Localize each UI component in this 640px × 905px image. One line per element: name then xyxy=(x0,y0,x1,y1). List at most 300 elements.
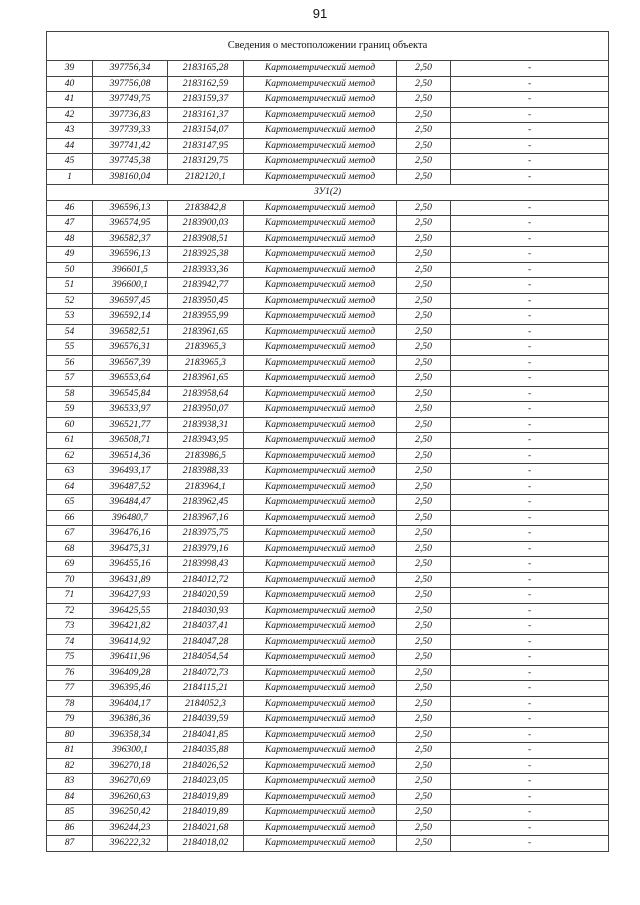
accuracy: 2,50 xyxy=(397,665,451,681)
boundary-coordinates-table xyxy=(46,31,609,852)
coord-y: 2183933,36 xyxy=(168,262,244,278)
coord-y: 2183965,3 xyxy=(168,340,244,356)
point-number: 78 xyxy=(47,696,93,712)
coord-x: 396270,18 xyxy=(93,758,168,774)
accuracy: 2,50 xyxy=(397,758,451,774)
method: Картометрический метод xyxy=(244,371,397,387)
table-row xyxy=(47,774,609,790)
table-row xyxy=(47,324,609,340)
note: - xyxy=(451,836,609,852)
method: Картометрический метод xyxy=(244,743,397,759)
note: - xyxy=(451,758,609,774)
point-number: 47 xyxy=(47,216,93,232)
coord-y: 2184115,21 xyxy=(168,681,244,697)
method: Картометрический метод xyxy=(244,417,397,433)
accuracy: 2,50 xyxy=(397,231,451,247)
note: - xyxy=(451,495,609,511)
note: - xyxy=(451,510,609,526)
note: - xyxy=(451,92,609,108)
method: Картометрический метод xyxy=(244,169,397,185)
coord-y: 2183967,16 xyxy=(168,510,244,526)
method: Картометрический метод xyxy=(244,464,397,480)
coord-y: 2183998,43 xyxy=(168,557,244,573)
accuracy: 2,50 xyxy=(397,309,451,325)
coord-y: 2183950,07 xyxy=(168,402,244,418)
coord-x: 396567,39 xyxy=(93,355,168,371)
coord-y: 2184052,3 xyxy=(168,696,244,712)
coord-x: 396476,16 xyxy=(93,526,168,542)
coord-x: 396533,97 xyxy=(93,402,168,418)
table-row xyxy=(47,681,609,697)
coord-x: 396493,17 xyxy=(93,464,168,480)
note: - xyxy=(451,61,609,77)
note: - xyxy=(451,433,609,449)
method: Картометрический метод xyxy=(244,402,397,418)
method: Картометрический метод xyxy=(244,340,397,356)
table-row xyxy=(47,820,609,836)
note: - xyxy=(451,262,609,278)
point-number: 80 xyxy=(47,727,93,743)
point-number: 48 xyxy=(47,231,93,247)
table-row xyxy=(47,262,609,278)
accuracy: 2,50 xyxy=(397,417,451,433)
section-label: ЗУ1(2) xyxy=(47,185,609,201)
coord-y: 2184054,54 xyxy=(168,650,244,666)
accuracy: 2,50 xyxy=(397,262,451,278)
table-row xyxy=(47,448,609,464)
coord-x: 396596,13 xyxy=(93,200,168,216)
coord-y: 2184018,02 xyxy=(168,836,244,852)
accuracy: 2,50 xyxy=(397,836,451,852)
accuracy: 2,50 xyxy=(397,371,451,387)
coord-y: 2184041,85 xyxy=(168,727,244,743)
coord-x: 396484,47 xyxy=(93,495,168,511)
note: - xyxy=(451,386,609,402)
coord-y: 2184019,89 xyxy=(168,789,244,805)
note: - xyxy=(451,805,609,821)
coord-y: 2183950,45 xyxy=(168,293,244,309)
coord-x: 396244,23 xyxy=(93,820,168,836)
coord-y: 2183958,64 xyxy=(168,386,244,402)
coord-y: 2184030,93 xyxy=(168,603,244,619)
table-row xyxy=(47,572,609,588)
coord-y: 2184035,88 xyxy=(168,743,244,759)
method: Картометрический метод xyxy=(244,107,397,123)
table-row xyxy=(47,696,609,712)
coord-y: 2183900,03 xyxy=(168,216,244,232)
accuracy: 2,50 xyxy=(397,324,451,340)
accuracy: 2,50 xyxy=(397,634,451,650)
point-number: 45 xyxy=(47,154,93,170)
coord-x: 396545,84 xyxy=(93,386,168,402)
coord-y: 2182120,1 xyxy=(168,169,244,185)
point-number: 81 xyxy=(47,743,93,759)
table-row xyxy=(47,123,609,139)
method: Картометрический метод xyxy=(244,123,397,139)
note: - xyxy=(451,541,609,557)
note: - xyxy=(451,588,609,604)
accuracy: 2,50 xyxy=(397,123,451,139)
note: - xyxy=(451,464,609,480)
coord-y: 2183147,95 xyxy=(168,138,244,154)
table-row xyxy=(47,712,609,728)
note: - xyxy=(451,154,609,170)
coord-y: 2183962,45 xyxy=(168,495,244,511)
accuracy: 2,50 xyxy=(397,743,451,759)
note: - xyxy=(451,169,609,185)
coord-x: 396600,1 xyxy=(93,278,168,294)
method: Картометрический метод xyxy=(244,309,397,325)
table-row xyxy=(47,789,609,805)
table-row xyxy=(47,619,609,635)
note: - xyxy=(451,309,609,325)
method: Картометрический метод xyxy=(244,479,397,495)
note: - xyxy=(451,324,609,340)
coord-x: 396409,28 xyxy=(93,665,168,681)
accuracy: 2,50 xyxy=(397,696,451,712)
method: Картометрический метод xyxy=(244,154,397,170)
accuracy: 2,50 xyxy=(397,340,451,356)
coord-x: 396427,93 xyxy=(93,588,168,604)
coord-x: 396487,52 xyxy=(93,479,168,495)
table-row xyxy=(47,417,609,433)
accuracy: 2,50 xyxy=(397,448,451,464)
point-number: 54 xyxy=(47,324,93,340)
point-number: 74 xyxy=(47,634,93,650)
note: - xyxy=(451,293,609,309)
method: Картометрический метод xyxy=(244,603,397,619)
note: - xyxy=(451,820,609,836)
note: - xyxy=(451,526,609,542)
table-row xyxy=(47,107,609,123)
coord-y: 2184023,05 xyxy=(168,774,244,790)
note: - xyxy=(451,774,609,790)
coord-y: 2184039,59 xyxy=(168,712,244,728)
method: Картометрический метод xyxy=(244,92,397,108)
point-number: 51 xyxy=(47,278,93,294)
coord-y: 2184072,73 xyxy=(168,665,244,681)
table-row xyxy=(47,278,609,294)
table-row xyxy=(47,603,609,619)
point-number: 69 xyxy=(47,557,93,573)
method: Картометрический метод xyxy=(244,231,397,247)
accuracy: 2,50 xyxy=(397,526,451,542)
point-number: 86 xyxy=(47,820,93,836)
table-row xyxy=(47,231,609,247)
note: - xyxy=(451,247,609,263)
coord-x: 396386,36 xyxy=(93,712,168,728)
coord-x: 397756,08 xyxy=(93,76,168,92)
note: - xyxy=(451,665,609,681)
method: Картометрический метод xyxy=(244,820,397,836)
method: Картометрический метод xyxy=(244,495,397,511)
coord-x: 396475,31 xyxy=(93,541,168,557)
note: - xyxy=(451,696,609,712)
table-row xyxy=(47,727,609,743)
note: - xyxy=(451,107,609,123)
point-number: 52 xyxy=(47,293,93,309)
point-number: 85 xyxy=(47,805,93,821)
coord-x: 396596,13 xyxy=(93,247,168,263)
accuracy: 2,50 xyxy=(397,61,451,77)
accuracy: 2,50 xyxy=(397,247,451,263)
accuracy: 2,50 xyxy=(397,820,451,836)
method: Картометрический метод xyxy=(244,355,397,371)
method: Картометрический метод xyxy=(244,433,397,449)
accuracy: 2,50 xyxy=(397,510,451,526)
point-number: 76 xyxy=(47,665,93,681)
coord-x: 397756,34 xyxy=(93,61,168,77)
note: - xyxy=(451,138,609,154)
coord-x: 396574,95 xyxy=(93,216,168,232)
method: Картометрический метод xyxy=(244,836,397,852)
coord-y: 2183908,51 xyxy=(168,231,244,247)
accuracy: 2,50 xyxy=(397,712,451,728)
coord-y: 2183938,31 xyxy=(168,417,244,433)
coord-y: 2183159,37 xyxy=(168,92,244,108)
coord-x: 396601,5 xyxy=(93,262,168,278)
note: - xyxy=(451,123,609,139)
method: Картометрический метод xyxy=(244,712,397,728)
table-row xyxy=(47,200,609,216)
coord-x: 397749,75 xyxy=(93,92,168,108)
point-number: 68 xyxy=(47,541,93,557)
method: Картометрический метод xyxy=(244,681,397,697)
coord-y: 2183975,75 xyxy=(168,526,244,542)
note: - xyxy=(451,743,609,759)
method: Картометрический метод xyxy=(244,278,397,294)
coord-x: 396425,55 xyxy=(93,603,168,619)
coord-x: 396592,14 xyxy=(93,309,168,325)
table-row xyxy=(47,665,609,681)
point-number: 61 xyxy=(47,433,93,449)
note: - xyxy=(451,572,609,588)
coord-y: 2183154,07 xyxy=(168,123,244,139)
point-number: 83 xyxy=(47,774,93,790)
point-number: 55 xyxy=(47,340,93,356)
point-number: 40 xyxy=(47,76,93,92)
coord-x: 397745,38 xyxy=(93,154,168,170)
note: - xyxy=(451,278,609,294)
accuracy: 2,50 xyxy=(397,681,451,697)
accuracy: 2,50 xyxy=(397,92,451,108)
accuracy: 2,50 xyxy=(397,386,451,402)
table-row xyxy=(47,61,609,77)
table-row xyxy=(47,309,609,325)
point-number: 44 xyxy=(47,138,93,154)
accuracy: 2,50 xyxy=(397,774,451,790)
coord-x: 396300,1 xyxy=(93,743,168,759)
accuracy: 2,50 xyxy=(397,619,451,635)
accuracy: 2,50 xyxy=(397,557,451,573)
coord-y: 2183979,16 xyxy=(168,541,244,557)
point-number: 62 xyxy=(47,448,93,464)
coord-y: 2184020,59 xyxy=(168,588,244,604)
coord-y: 2183162,59 xyxy=(168,76,244,92)
coord-y: 2183955,99 xyxy=(168,309,244,325)
accuracy: 2,50 xyxy=(397,541,451,557)
method: Картометрический метод xyxy=(244,247,397,263)
point-number: 87 xyxy=(47,836,93,852)
method: Картометрический метод xyxy=(244,665,397,681)
method: Картометрический метод xyxy=(244,805,397,821)
point-number: 46 xyxy=(47,200,93,216)
point-number: 71 xyxy=(47,588,93,604)
method: Картометрический метод xyxy=(244,557,397,573)
accuracy: 2,50 xyxy=(397,293,451,309)
table-row xyxy=(47,154,609,170)
method: Картометрический метод xyxy=(244,510,397,526)
coord-y: 2183129,75 xyxy=(168,154,244,170)
table-row xyxy=(47,169,609,185)
coord-x: 396395,46 xyxy=(93,681,168,697)
point-number: 79 xyxy=(47,712,93,728)
coord-x: 396480,7 xyxy=(93,510,168,526)
coord-y: 2183943,95 xyxy=(168,433,244,449)
accuracy: 2,50 xyxy=(397,603,451,619)
page-number: 91 xyxy=(312,6,328,21)
point-number: 72 xyxy=(47,603,93,619)
point-number: 57 xyxy=(47,371,93,387)
coord-x: 397741,42 xyxy=(93,138,168,154)
coord-y: 2183964,1 xyxy=(168,479,244,495)
coord-x: 396358,34 xyxy=(93,727,168,743)
table-row xyxy=(47,758,609,774)
accuracy: 2,50 xyxy=(397,650,451,666)
accuracy: 2,50 xyxy=(397,572,451,588)
table-row xyxy=(47,76,609,92)
coord-x: 396404,17 xyxy=(93,696,168,712)
coord-x: 396270,69 xyxy=(93,774,168,790)
accuracy: 2,50 xyxy=(397,200,451,216)
accuracy: 2,50 xyxy=(397,588,451,604)
table-row xyxy=(47,402,609,418)
coord-y: 2183942,77 xyxy=(168,278,244,294)
accuracy: 2,50 xyxy=(397,107,451,123)
coord-y: 2183986,5 xyxy=(168,448,244,464)
point-number: 58 xyxy=(47,386,93,402)
accuracy: 2,50 xyxy=(397,216,451,232)
note: - xyxy=(451,789,609,805)
note: - xyxy=(451,231,609,247)
method: Картометрический метод xyxy=(244,588,397,604)
method: Картометрический метод xyxy=(244,216,397,232)
coord-x: 396260,63 xyxy=(93,789,168,805)
table-title-row xyxy=(47,32,609,61)
coord-y: 2184021,68 xyxy=(168,820,244,836)
method: Картометрический метод xyxy=(244,727,397,743)
note: - xyxy=(451,603,609,619)
coord-y: 2183988,33 xyxy=(168,464,244,480)
point-number: 82 xyxy=(47,758,93,774)
coord-y: 2183925,38 xyxy=(168,247,244,263)
table-row xyxy=(47,247,609,263)
point-number: 67 xyxy=(47,526,93,542)
coord-x: 396250,42 xyxy=(93,805,168,821)
table-row xyxy=(47,743,609,759)
table-row xyxy=(47,557,609,573)
table-row xyxy=(47,541,609,557)
coord-x: 396431,89 xyxy=(93,572,168,588)
note: - xyxy=(451,650,609,666)
note: - xyxy=(451,371,609,387)
coord-y: 2183165,28 xyxy=(168,61,244,77)
table-row xyxy=(47,634,609,650)
point-number: 60 xyxy=(47,417,93,433)
accuracy: 2,50 xyxy=(397,76,451,92)
coord-x: 397739,33 xyxy=(93,123,168,139)
method: Картометрический метод xyxy=(244,138,397,154)
note: - xyxy=(451,200,609,216)
point-number: 42 xyxy=(47,107,93,123)
coord-y: 2183961,65 xyxy=(168,371,244,387)
method: Картометрический метод xyxy=(244,200,397,216)
note: - xyxy=(451,402,609,418)
table-row xyxy=(47,371,609,387)
section-header-row xyxy=(47,185,609,201)
table-row xyxy=(47,479,609,495)
method: Картометрический метод xyxy=(244,324,397,340)
coord-x: 396222,32 xyxy=(93,836,168,852)
method: Картометрический метод xyxy=(244,448,397,464)
note: - xyxy=(451,355,609,371)
table-row xyxy=(47,138,609,154)
coord-x: 397736,83 xyxy=(93,107,168,123)
point-number: 73 xyxy=(47,619,93,635)
coord-x: 396582,37 xyxy=(93,231,168,247)
coord-y: 2183965,3 xyxy=(168,355,244,371)
accuracy: 2,50 xyxy=(397,169,451,185)
table-row xyxy=(47,510,609,526)
point-number: 75 xyxy=(47,650,93,666)
table-row xyxy=(47,92,609,108)
accuracy: 2,50 xyxy=(397,495,451,511)
method: Картометрический метод xyxy=(244,758,397,774)
method: Картометрический метод xyxy=(244,61,397,77)
table-row xyxy=(47,526,609,542)
point-number: 56 xyxy=(47,355,93,371)
point-number: 59 xyxy=(47,402,93,418)
point-number: 77 xyxy=(47,681,93,697)
coord-x: 396597,45 xyxy=(93,293,168,309)
note: - xyxy=(451,712,609,728)
method: Картометрический метод xyxy=(244,619,397,635)
point-number: 63 xyxy=(47,464,93,480)
method: Картометрический метод xyxy=(244,634,397,650)
coord-x: 396521,77 xyxy=(93,417,168,433)
coord-x: 396455,16 xyxy=(93,557,168,573)
coord-y: 2183161,37 xyxy=(168,107,244,123)
table-row xyxy=(47,433,609,449)
point-number: 84 xyxy=(47,789,93,805)
point-number: 65 xyxy=(47,495,93,511)
point-number: 41 xyxy=(47,92,93,108)
accuracy: 2,50 xyxy=(397,355,451,371)
method: Картометрический метод xyxy=(244,774,397,790)
table-row xyxy=(47,355,609,371)
table-row xyxy=(47,650,609,666)
accuracy: 2,50 xyxy=(397,433,451,449)
table-row xyxy=(47,464,609,480)
note: - xyxy=(451,216,609,232)
method: Картометрический метод xyxy=(244,541,397,557)
coord-y: 2183842,8 xyxy=(168,200,244,216)
table-row xyxy=(47,386,609,402)
method: Картометрический метод xyxy=(244,76,397,92)
note: - xyxy=(451,634,609,650)
method: Картометрический метод xyxy=(244,526,397,542)
note: - xyxy=(451,479,609,495)
